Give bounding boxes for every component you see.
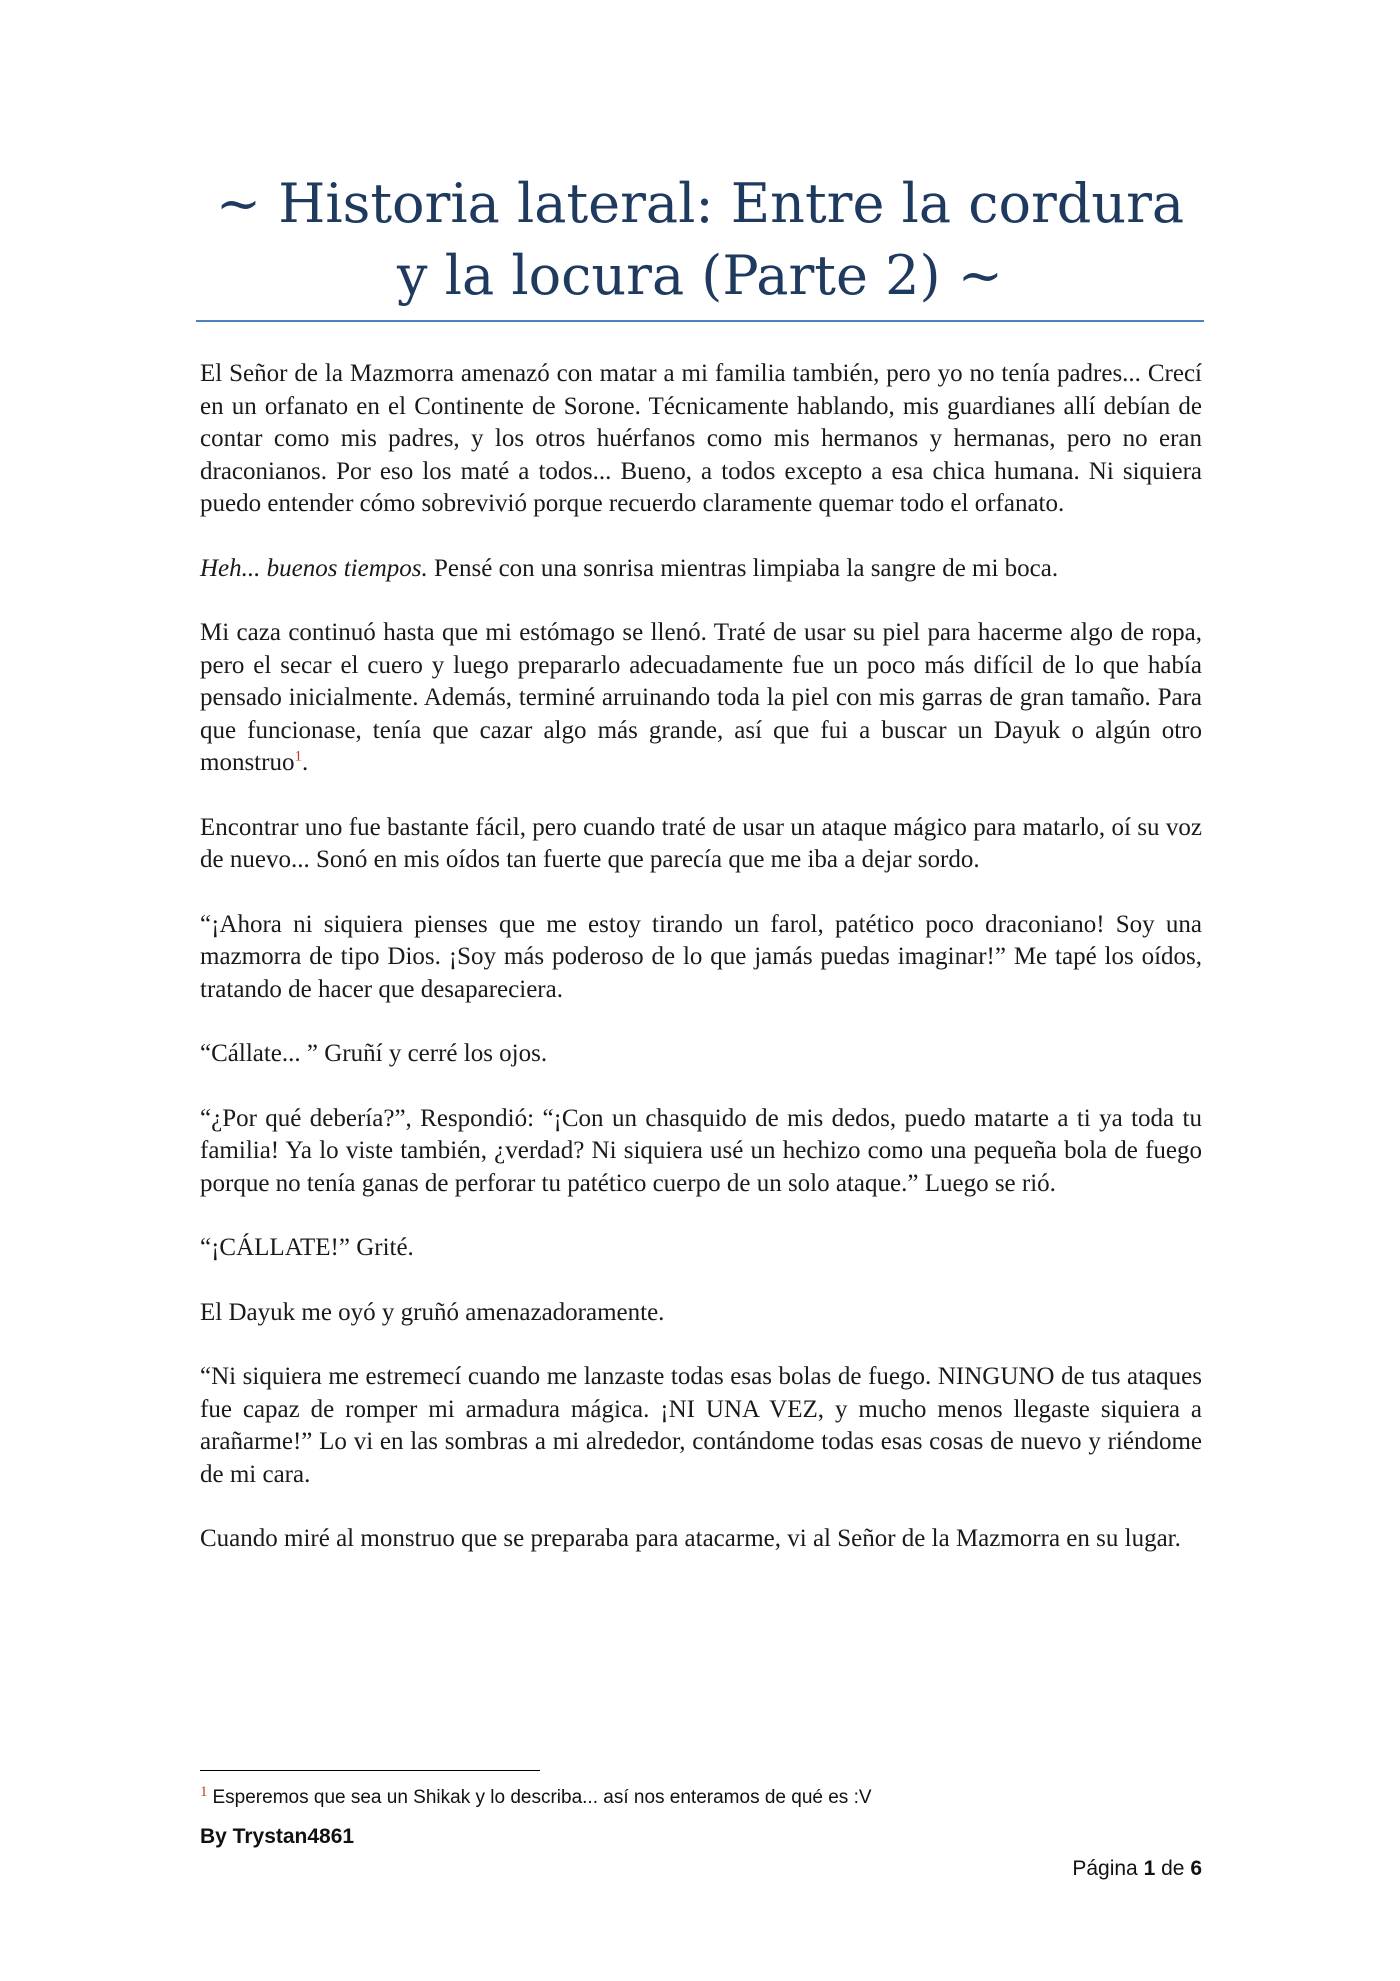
- paragraph: El Dayuk me oyó y gruñó amenazadoramente.: [200, 1298, 665, 1326]
- paragraph-text: Mi caza continuó hasta que mi estómago se llenó. Traté de usar su piel para hacerme algo de ropa, pero el secar el cuero y luego prepararlo adecuadamente fue un poco más difícil de lo que había pensado inicialmente. Además, terminé arruinando toda la piel con mis garras de gran tamaño. Para que funcionase, tenía que cazar algo más grande, así que fui a buscar un Dayuk o algún otro monstruo: [200, 619, 1202, 776]
- paragraph: “¡Ahora ni siquiera pienses que me estoy tirando un farol, patético poco draconiano! Soy una mazmorra de tipo Dios. ¡Soy más poderoso de lo que jamás puedas imaginar!” Me tapé los oídos, tratando de hacer que desapareciera.: [200, 910, 1202, 1003]
- document-title: ~ Historia lateral: Entre la cordura y la locura (Parte 2) ~: [215, 172, 1185, 307]
- paragraph-text-end: .: [301, 749, 309, 776]
- document-body: [200, 358, 1202, 1588]
- footnote-separator: [200, 1770, 540, 1771]
- paragraph: El Señor de la Mazmorra amenazó con matar a mi familia también, pero yo no tenía padres... Crecí en un orfanato en el Continente de Sorone. Técnicamente hablando, mis guardianes allí debían de contar como mis padres, y los otros huérfanos como mis hermanos y hermanas, pero no eran draconianos. Por eso los maté a todos... Bueno, a todos excepto a esa chica humana. Ni siquiera puedo entender cómo sobrevivió porque recuerdo claramente quemar todo el orfanato.: [200, 360, 1202, 517]
- paragraph: “Cállate... ” Gruñí y cerré los ojos.: [200, 1040, 548, 1067]
- footnote: [200, 1783, 1200, 1810]
- paragraph: “Ni siquiera me estremecí cuando me lanzaste todas esas bolas de fuego. NINGUNO de tus ataques fue capaz de romper mi armadura mágica. ¡NI UNA VEZ, y mucho menos llegaste siquiera a arañarme!” Lo vi en las sombras a mi alrededor, contándome todas esas cosas de nuevo y riéndome de mi cara.: [200, 1363, 1202, 1488]
- paragraph: “¿Por qué debería?”, Respondió: “¡Con un chasquido de mis dedos, puedo matarte a ti ya toda tu familia! Ya lo viste también, ¿verdad? Ni siquiera usé un hechizo como una pequeña bola de fuego porque no tenía ganas de perforar tu patético cuerpo de un solo ataque.” Luego se rió.: [200, 1104, 1202, 1197]
- page-number: [1072, 1856, 1202, 1882]
- paragraph: [200, 617, 1202, 780]
- page-of: de: [1161, 1857, 1185, 1880]
- author-credit: By Trystan4861: [200, 1825, 355, 1848]
- page-total: 6: [1190, 1857, 1202, 1880]
- footnote-mark: 1: [200, 1783, 208, 1800]
- paragraph-text: Pensé con una sonrisa mientras limpiaba la sangre de mi boca.: [427, 554, 1059, 582]
- italic-thought: Heh... buenos tiempos.: [200, 554, 428, 582]
- footnote-text: Esperemos que sea un Shikak y lo describa... así nos enteramos de qué es :V: [212, 1787, 872, 1808]
- paragraph: [200, 553, 1202, 586]
- title-divider: [196, 320, 1204, 322]
- page-label: Página: [1072, 1857, 1138, 1880]
- paragraph: Cuando miré al monstruo que se preparaba para atacarme, vi al Señor de la Mazmorra en su lugar.: [200, 1525, 1181, 1552]
- page-current: 1: [1143, 1857, 1156, 1880]
- paragraph: “¡CÁLLATE!” Grité.: [200, 1234, 414, 1261]
- footnote-reference[interactable]: 1: [294, 748, 302, 765]
- paragraph: Encontrar uno fue bastante fácil, pero cuando traté de usar un ataque mágico para matarlo, oí su voz de nuevo... Sonó en mis oídos tan fuerte que parecía que me iba a dejar sordo.: [200, 813, 1202, 873]
